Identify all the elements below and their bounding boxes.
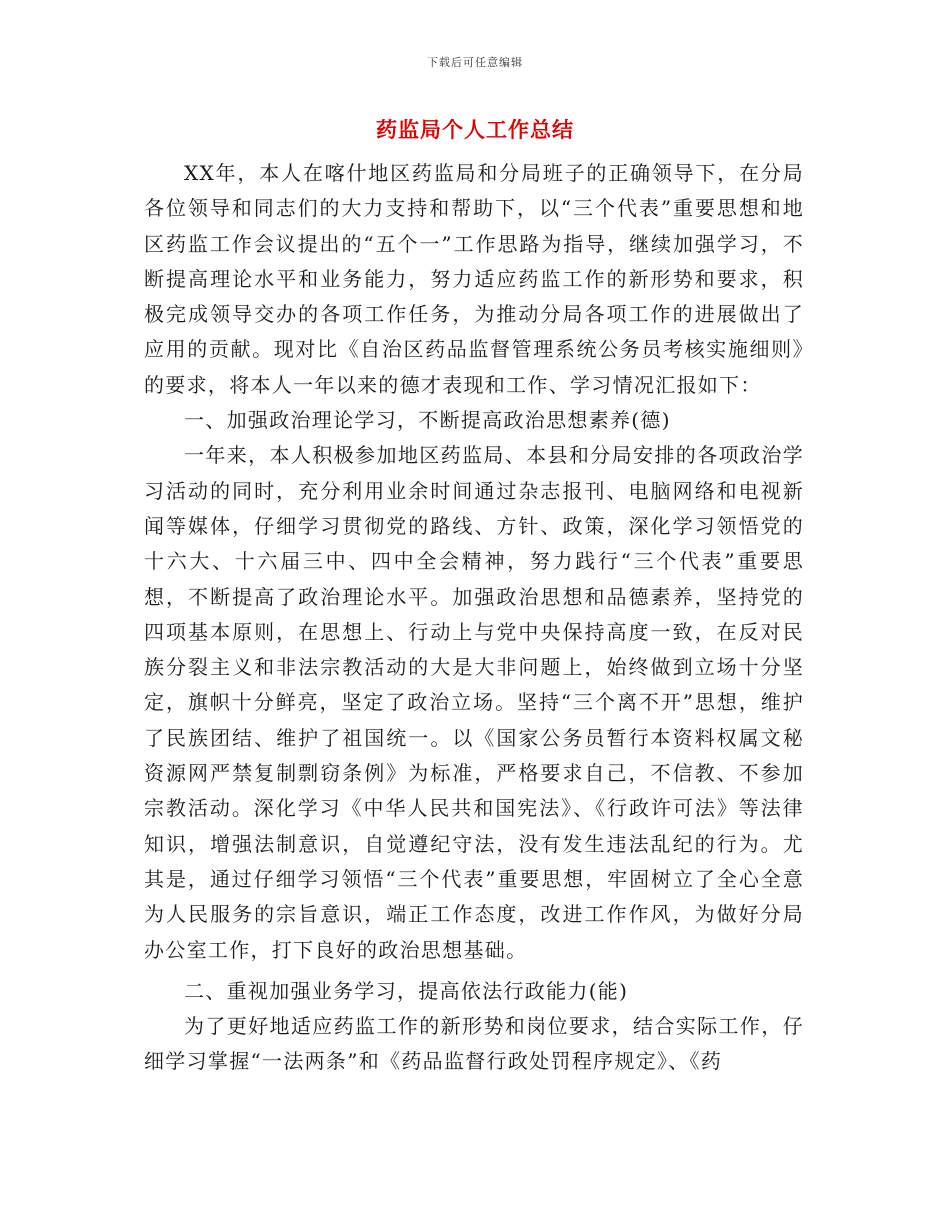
header-note: 下载后可任意编辑 — [427, 56, 523, 69]
section-heading-1: 一、加强政治理论学习，不断提高政治思想素养(德) — [184, 408, 671, 433]
intro-paragraph: XX年，本人在喀什地区药监局和分局班子的正确领导下，在分局各位领导和同志们的大力支持和帮助下，以“三个代表”重要思想和地区药监工作会议提出的“五个一”工作思路为指导，继续加强学习，不断提高理论水平和业务能力，努力适应药监工作的新形势和要求，积极完成领导交办的各项工作任务，为推动分局各项工作的进展做出了应用的贡献。现对比《自治区药品监督管理系统公务员考核实施细则》的要求，将本人一年以来的德才表现和工作、学习情况汇报如下： — [144, 161, 804, 397]
section-2-paragraph: 为了更好地适应药监工作的新形势和岗位要求，结合实际工作，仔细学习掌握“一法两条”和《药品监督行政处罚程序规定》、《药 — [144, 1014, 804, 1074]
document-title: 药监局个人工作总结 — [376, 118, 574, 142]
section-1-paragraph: 一年来，本人积极参加地区药监局、本县和分局安排的各项政治学习活动的同时，充分利用业余时间通过杂志报刊、电脑网络和电视新闻等媒体，仔细学习贯彻党的路线、方针、政策，深化学习领悟党的十六大、十六届三中、四中全会精神，努力践行“三个代表”重要思想，不断提高了政治理论水平。加强政治思想和品德素养，坚持党的四项基本原则，在思想上、行动上与党中央保持高度一致，在反对民族分裂主义和非法宗教活动的大是大非问题上，始终做到立场十分坚定，旗帜十分鲜亮，坚定了政治立场。坚持“三个离不开”思想，维护了民族团结、维护了祖国统一。以《国家公务员暂行本资料权属文秘资源网严禁复制剽窃条例》为标准，严格要求自己，不信教、不参加宗教活动。深化学习《中华人民共和国宪法》、《行政许可法》等法律知识，增强法制意识，自觉遵纪守法，没有发生违法乱纪的行为。尤其是，通过仔细学习领悟“三个代表”重要思想，牢固树立了全心全意为人民服务的宗旨意识，端正工作态度，改进工作作风，为做好分局办公室工作，打下良好的政治思想基础。 — [144, 443, 804, 962]
section-heading-2: 二、重视加强业务学习，提高依法行政能力(能) — [184, 978, 629, 1003]
document-body — [144, 156, 804, 1080]
